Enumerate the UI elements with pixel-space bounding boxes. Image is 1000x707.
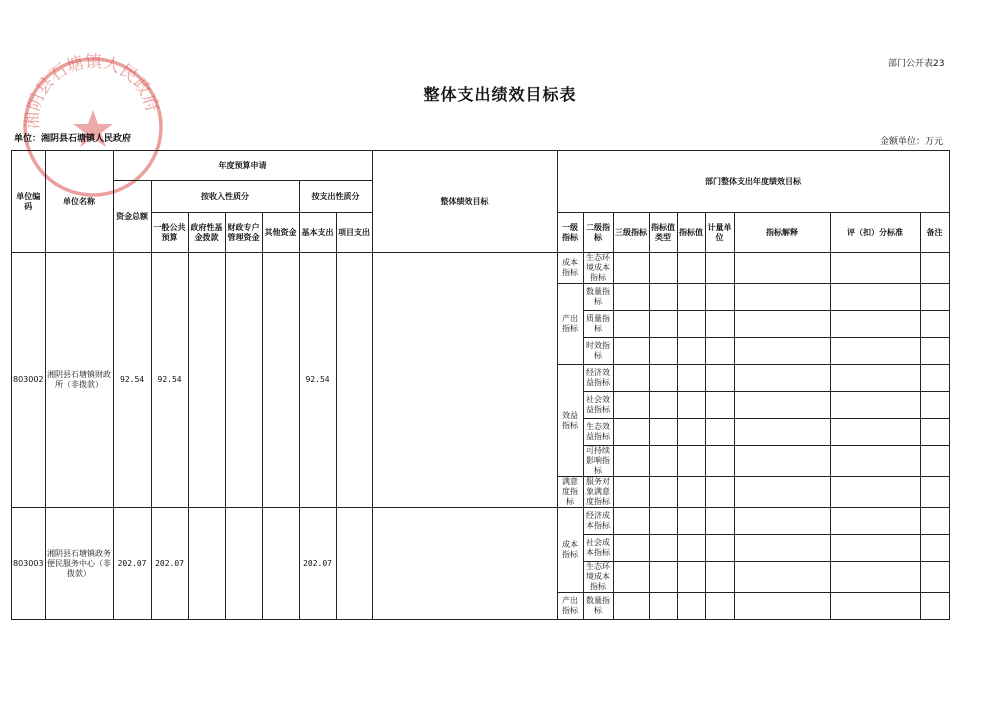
scoring-cell (830, 508, 920, 535)
level2-indicator-cell: 数量指标 (583, 593, 613, 620)
table-code: 部门公开表23 (888, 59, 945, 69)
measure-unit-cell (705, 284, 734, 311)
overall-goal-cell (372, 508, 557, 620)
header-unit-name: 单位名称 (45, 151, 113, 253)
value-cell (677, 477, 705, 508)
level3-cell (613, 392, 649, 419)
header-fiscal-special: 财政专户管理资金 (225, 213, 262, 253)
scoring-cell (830, 284, 920, 311)
value-type-cell (649, 392, 677, 419)
level2-indicator-cell: 社会成本指标 (583, 535, 613, 562)
header-dept-goal: 部门整体支出年度绩效目标 (557, 151, 949, 213)
unit-code-cell: 803002 (12, 253, 46, 508)
remarks-cell (920, 593, 949, 620)
remarks-cell (920, 446, 949, 477)
remarks-cell (920, 311, 949, 338)
value-cell (677, 311, 705, 338)
value-cell (677, 593, 705, 620)
value-type-cell (649, 593, 677, 620)
header-by-income: 按收入性质分 (151, 181, 299, 213)
level3-cell (613, 284, 649, 311)
header-value-type: 指标值类型 (649, 213, 677, 253)
level2-indicator-cell: 社会效益指标 (583, 392, 613, 419)
remarks-cell (920, 253, 949, 284)
level3-cell (613, 508, 649, 535)
explanation-cell (734, 535, 830, 562)
value-type-cell (649, 253, 677, 284)
measure-unit-cell (705, 593, 734, 620)
value-type-cell (649, 446, 677, 477)
level3-cell (613, 419, 649, 446)
svg-text:湘阴县石塘镇人民政府: 湘阴县石塘镇人民政府 (22, 52, 163, 130)
level3-cell (613, 477, 649, 508)
page-title: 整体支出绩效目标表 (423, 85, 577, 104)
project-expense-cell (336, 508, 372, 620)
remarks-cell (920, 284, 949, 311)
header-level3: 三级指标 (613, 213, 649, 253)
measure-unit-cell (705, 253, 734, 284)
remarks-cell (920, 392, 949, 419)
level3-cell (613, 365, 649, 392)
header-level1: 一级指标 (557, 213, 583, 253)
measure-unit-cell (705, 338, 734, 365)
level2-indicator-cell: 可持续影响指标 (583, 446, 613, 477)
explanation-cell (734, 593, 830, 620)
other-funds-cell (262, 508, 299, 620)
header-unit-code: 单位编码 (12, 151, 46, 253)
level3-cell (613, 593, 649, 620)
explanation-cell (734, 338, 830, 365)
remarks-cell (920, 365, 949, 392)
remarks-cell (920, 419, 949, 446)
scoring-cell (830, 338, 920, 365)
remarks-cell (920, 535, 949, 562)
header-remarks: 备注 (920, 213, 949, 253)
value-type-cell (649, 419, 677, 446)
overall-goal-cell (372, 253, 557, 508)
header-basic-expense: 基本支出 (299, 213, 336, 253)
explanation-cell (734, 365, 830, 392)
level2-indicator-cell: 经济效益指标 (583, 365, 613, 392)
measure-unit-cell (705, 446, 734, 477)
unit-name-cell: 湘阴县石塘镇财政所（非拨款） (45, 253, 113, 508)
scoring-cell (830, 419, 920, 446)
total-funds-cell: 202.07 (113, 508, 151, 620)
level3-cell (613, 535, 649, 562)
level2-indicator-cell: 经济成本指标 (583, 508, 613, 535)
level3-cell (613, 338, 649, 365)
explanation-cell (734, 446, 830, 477)
measure-unit-cell (705, 477, 734, 508)
level3-cell (613, 562, 649, 593)
header-total-funds: 资金总额 (113, 181, 151, 253)
measure-unit-cell (705, 392, 734, 419)
scoring-cell (830, 593, 920, 620)
level3-cell (613, 311, 649, 338)
header-explanation: 指标解释 (734, 213, 830, 253)
level2-indicator-cell: 服务对象满意度指标 (583, 477, 613, 508)
scoring-cell (830, 311, 920, 338)
explanation-cell (734, 477, 830, 508)
project-expense-cell (336, 253, 372, 508)
explanation-cell (734, 311, 830, 338)
basic-expense-cell: 92.54 (299, 253, 336, 508)
table-row (12, 508, 950, 535)
level2-indicator-cell: 生态环境成本指标 (583, 253, 613, 284)
value-cell (677, 446, 705, 477)
header-measure-unit: 计量单位 (705, 213, 734, 253)
level3-cell (613, 446, 649, 477)
level1-indicator-cell: 产出指标 (557, 593, 583, 620)
level1-indicator-cell: 成本指标 (557, 508, 583, 593)
basic-expense-cell: 202.07 (299, 508, 336, 620)
general-budget-cell: 202.07 (151, 508, 188, 620)
remarks-cell (920, 508, 949, 535)
fiscal-special-cell (225, 508, 262, 620)
value-type-cell (649, 284, 677, 311)
scoring-cell (830, 365, 920, 392)
measure-unit-cell (705, 311, 734, 338)
fiscal-special-cell (225, 253, 262, 508)
header-general-budget: 一般公共预算 (151, 213, 188, 253)
value-cell (677, 284, 705, 311)
general-budget-cell: 92.54 (151, 253, 188, 508)
total-funds-cell: 92.54 (113, 253, 151, 508)
header-project-expense: 项目支出 (336, 213, 372, 253)
value-cell (677, 508, 705, 535)
header-value: 指标值 (677, 213, 705, 253)
header-budget-apply: 年度预算申请 (113, 151, 372, 181)
value-type-cell (649, 535, 677, 562)
header-level2: 二级指标 (583, 213, 613, 253)
value-type-cell (649, 508, 677, 535)
unit-label: 单位：湘阴县石塘镇人民政府 (14, 134, 132, 144)
amount-unit-label: 金额单位：万元 (880, 137, 944, 147)
level2-indicator-cell: 数量指标 (583, 284, 613, 311)
scoring-cell (830, 535, 920, 562)
level2-indicator-cell: 生态环境成本指标 (583, 562, 613, 593)
value-cell (677, 338, 705, 365)
other-funds-cell (262, 253, 299, 508)
value-cell (677, 392, 705, 419)
header-gov-fund: 政府性基金拨款 (188, 213, 225, 253)
explanation-cell (734, 508, 830, 535)
level1-indicator-cell: 效益指标 (557, 365, 583, 477)
explanation-cell (734, 284, 830, 311)
level2-indicator-cell: 质量指标 (583, 311, 613, 338)
level2-indicator-cell: 时效指标 (583, 338, 613, 365)
remarks-cell (920, 477, 949, 508)
scoring-cell (830, 392, 920, 419)
value-cell (677, 535, 705, 562)
unit-name-cell: 湘阴县石塘镇政务便民服务中心（非拨款） (45, 508, 113, 620)
scoring-cell (830, 253, 920, 284)
measure-unit-cell (705, 419, 734, 446)
measure-unit-cell (705, 535, 734, 562)
explanation-cell (734, 419, 830, 446)
scoring-cell (830, 446, 920, 477)
scoring-cell (830, 477, 920, 508)
value-type-cell (649, 311, 677, 338)
value-cell (677, 365, 705, 392)
header-overall-goal: 整体绩效目标 (372, 151, 557, 253)
value-type-cell (649, 365, 677, 392)
remarks-cell (920, 338, 949, 365)
table-row (12, 253, 950, 284)
explanation-cell (734, 562, 830, 593)
value-cell (677, 419, 705, 446)
header-other-funds: 其他资金 (262, 213, 299, 253)
measure-unit-cell (705, 508, 734, 535)
value-cell (677, 253, 705, 284)
level3-cell (613, 253, 649, 284)
value-type-cell (649, 477, 677, 508)
value-type-cell (649, 562, 677, 593)
performance-goal-table (11, 150, 950, 620)
level1-indicator-cell: 成本指标 (557, 253, 583, 284)
level1-indicator-cell: 满意度指标 (557, 477, 583, 508)
level1-indicator-cell: 产出指标 (557, 284, 583, 365)
gov-fund-cell (188, 508, 225, 620)
gov-fund-cell (188, 253, 225, 508)
value-cell (677, 562, 705, 593)
header-scoring: 评（扣）分标准 (830, 213, 920, 253)
header-by-expense: 按支出性质分 (299, 181, 372, 213)
explanation-cell (734, 253, 830, 284)
unit-code-cell: 803003 (12, 508, 46, 620)
remarks-cell (920, 562, 949, 593)
measure-unit-cell (705, 365, 734, 392)
scoring-cell (830, 562, 920, 593)
level2-indicator-cell: 生态效益指标 (583, 419, 613, 446)
measure-unit-cell (705, 562, 734, 593)
value-type-cell (649, 338, 677, 365)
explanation-cell (734, 392, 830, 419)
